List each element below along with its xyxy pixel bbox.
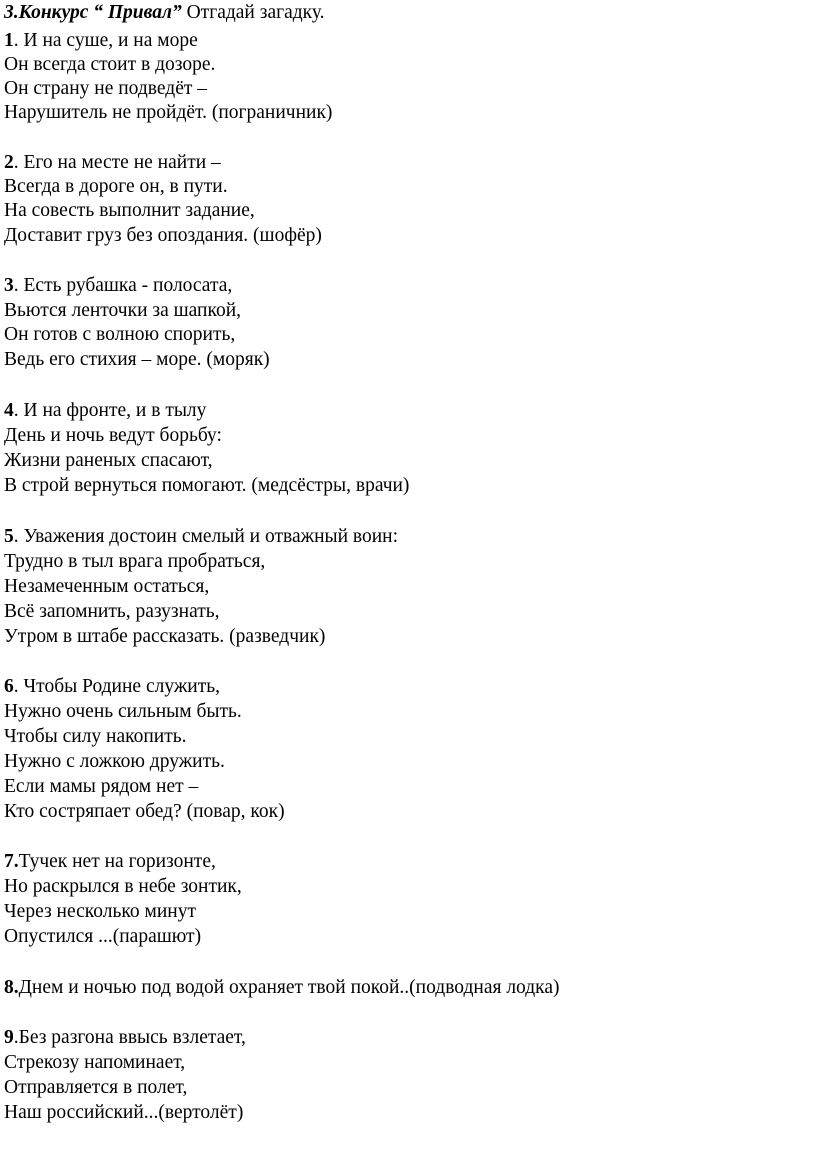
riddle-7-line-3: Через несколько минут [4,901,196,922]
riddle-7-line-4: Опустился ...(парашют) [4,926,202,947]
riddle-1-number: 1 [4,30,14,51]
riddle-7-number: 7. [4,851,19,872]
riddle-6-line-4: Нужно с ложкою дружить. [4,751,225,772]
riddle-7-line-1: 7.Тучек нет на горизонте, [4,851,216,872]
riddle-6-line-1: 6. Чтобы Родине служить, [4,676,221,697]
riddle-9-line-3: Отправляется в полет, [4,1077,188,1098]
riddle-7-line-2: Но раскрылся в небе зонтик, [4,876,242,897]
riddle-4-number: 4 [4,400,14,421]
riddle-4-line-2: День и ночь ведут борьбу: [4,425,222,446]
riddle-1-line-1: 1. И на суше, и на море [4,30,198,51]
riddle-4-line-4: В строй вернуться помогают. (медсёстры, врачи) [4,475,410,496]
riddle-3-line-4: Ведь его стихия – море. (моряк) [4,349,270,370]
riddle-9-line-1: 9.Без разгона ввысь взлетает, [4,1027,246,1048]
riddle-2-line-2: Всегда в дороге он, в пути. [4,176,228,197]
riddle-5-line-4: Всё запомнить, разузнать, [4,601,220,622]
riddle-6-line-3: Чтобы силу накопить. [4,726,187,747]
riddle-4-line-3: Жизни раненых спасают, [4,450,213,471]
riddle-3-number: 3 [4,275,14,296]
contest-heading [4,1,325,25]
riddle-1-line-2: Он всегда стоит в дозоре. [4,54,216,75]
riddle-3-line-3: Он готов с волною спорить, [4,324,236,345]
riddle-2-line-3: На совесть выполнит задание, [4,200,255,221]
riddle-1-line-4: Нарушитель не пройдёт. (пограничник) [4,102,333,123]
riddle-9-line-4: Наш российский...(вертолёт) [4,1102,244,1123]
riddle-4-line-1: 4. И на фронте, и в тылу [4,400,207,421]
riddle-9-line-2: Стрекозу напоминает, [4,1052,186,1073]
riddle-5-line-5: Утром в штабе рассказать. (разведчик) [4,626,326,647]
riddle-5-line-3: Незамеченным остаться, [4,576,210,597]
riddle-9-number: 9 [4,1027,14,1048]
riddle-2-line-1: 2. Его на месте не найти – [4,152,221,173]
contest-task: Отгадай загадку. [181,2,325,23]
riddle-6-line-6: Кто состряпает обед? (повар, кок) [4,801,285,822]
riddle-3-line-1: 3. Есть рубашка - полосата, [4,275,233,296]
riddle-5-line-2: Трудно в тыл врага пробраться, [4,551,266,572]
riddle-2-number: 2 [4,152,14,173]
riddle-6-number: 6 [4,676,14,697]
riddle-8-number: 8. [4,977,19,998]
riddle-1-line-3: Он страну не подведёт – [4,78,207,99]
contest-title: Конкурс “ Привал” [18,2,182,23]
riddle-6-line-2: Нужно очень сильным быть. [4,701,242,722]
riddle-8-line-1: 8.Днем и ночью под водой охраняет твой покой..(подводная лодка) [4,977,560,998]
riddle-5-number: 5 [4,526,14,547]
riddle-3-line-2: Вьются ленточки за шапкой, [4,300,242,321]
riddle-2-line-4: Доставит груз без опоздания. (шофёр) [4,225,322,246]
riddle-5-line-1: 5. Уважения достоин смелый и отважный воин: [4,526,399,547]
contest-number: 3. [4,2,19,23]
riddle-6-line-5: Если мамы рядом нет – [4,776,199,797]
